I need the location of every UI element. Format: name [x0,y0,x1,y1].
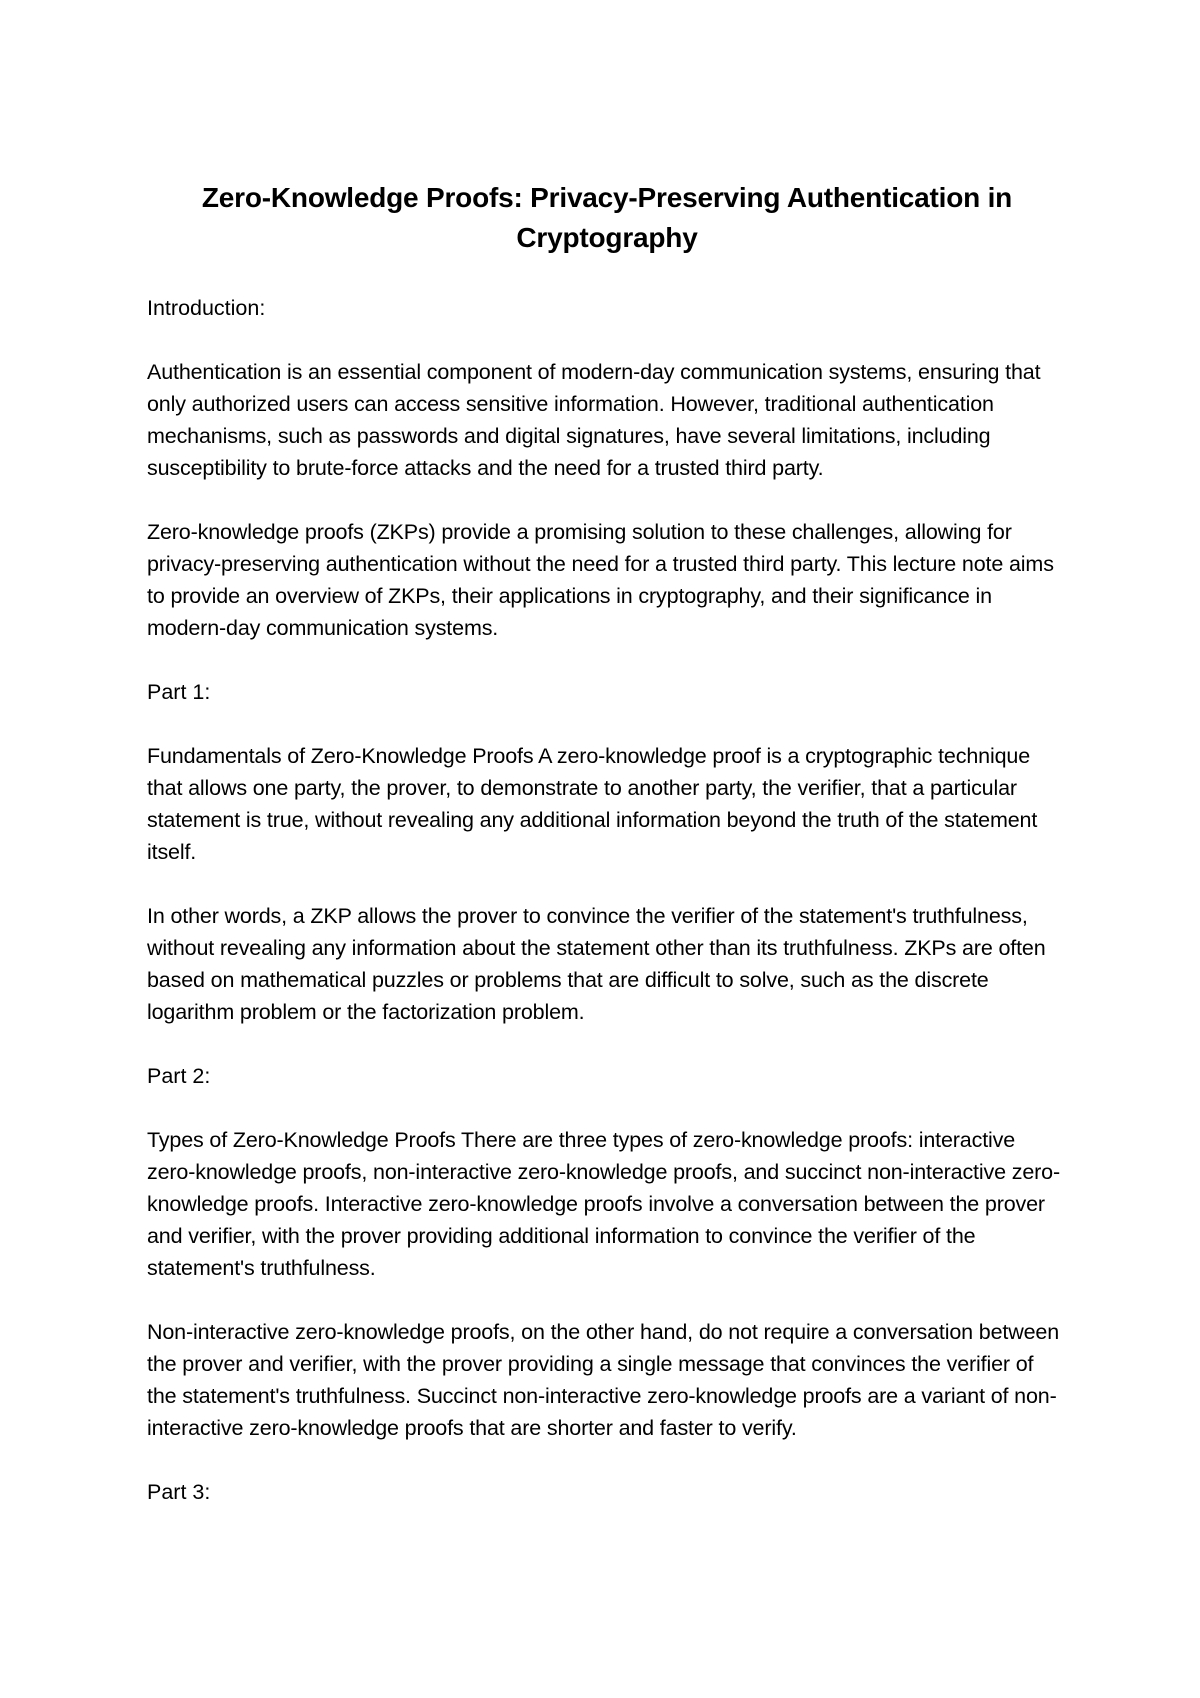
section-heading-part-2: Part 2: [147,1064,211,1088]
section-heading-part-3: Part 3: [147,1480,211,1504]
intro-paragraph-2: Zero-knowledge proofs (ZKPs) provide a promising solution to these challenges, allowing for privacy-preserving authentication without the need for a trusted third party. This lecture note aims to provide an overview of ZKPs, their applications in cryptography, and their significance in modern-day communication systems. [147,520,1054,640]
document-title: Zero-Knowledge Proofs: Privacy-Preserving Authentication in Cryptography [201,182,1013,253]
document-body [147,178,1067,1540]
intro-paragraph-1: Authentication is an essential component of modern-day communication systems, ensuring that only authorized users can access sensitive information. However, traditional authentication mechanisms, such as passwords and digital signatures, have several limitations, including susceptibility to brute-force attacks and the need for a trusted third party. [147,360,1041,480]
part1-paragraph-1: Fundamentals of Zero-Knowledge Proofs A zero-knowledge proof is a cryptographic technique that allows one party, the prover, to demonstrate to another party, the verifier, that a particular statement is true, without revealing any additional information beyond the truth of the statement itself. [147,744,1038,864]
section-heading-part-1: Part 1: [147,680,211,704]
section-heading-introduction: Introduction: [147,296,266,320]
part2-paragraph-1: Types of Zero-Knowledge Proofs There are three types of zero-knowledge proofs: interactive zero-knowledge proofs, non-interactive zero-knowledge proofs, and succinct non-interactive zero-knowledge proofs. Interactive zero-knowledge proofs involve a conversation between the prover and verifier, with the prover providing additional information to convince the verifier of the statement's truthfulness. [147,1128,1060,1280]
part1-paragraph-2: In other words, a ZKP allows the prover to convince the verifier of the statement's truthfulness, without revealing any information about the statement other than its truthfulness. ZKPs are often based on mathematical puzzles or problems that are difficult to solve, such as the discrete logarithm problem or the factorization problem. [147,904,1046,1024]
part2-paragraph-2: Non-interactive zero-knowledge proofs, on the other hand, do not require a conversation between the prover and verifier, with the prover providing a single message that convinces the verifier of the statement's truthfulness. Succinct non-interactive zero-knowledge proofs are a variant of non-interactive zero-knowledge proofs that are shorter and faster to verify. [147,1320,1060,1440]
